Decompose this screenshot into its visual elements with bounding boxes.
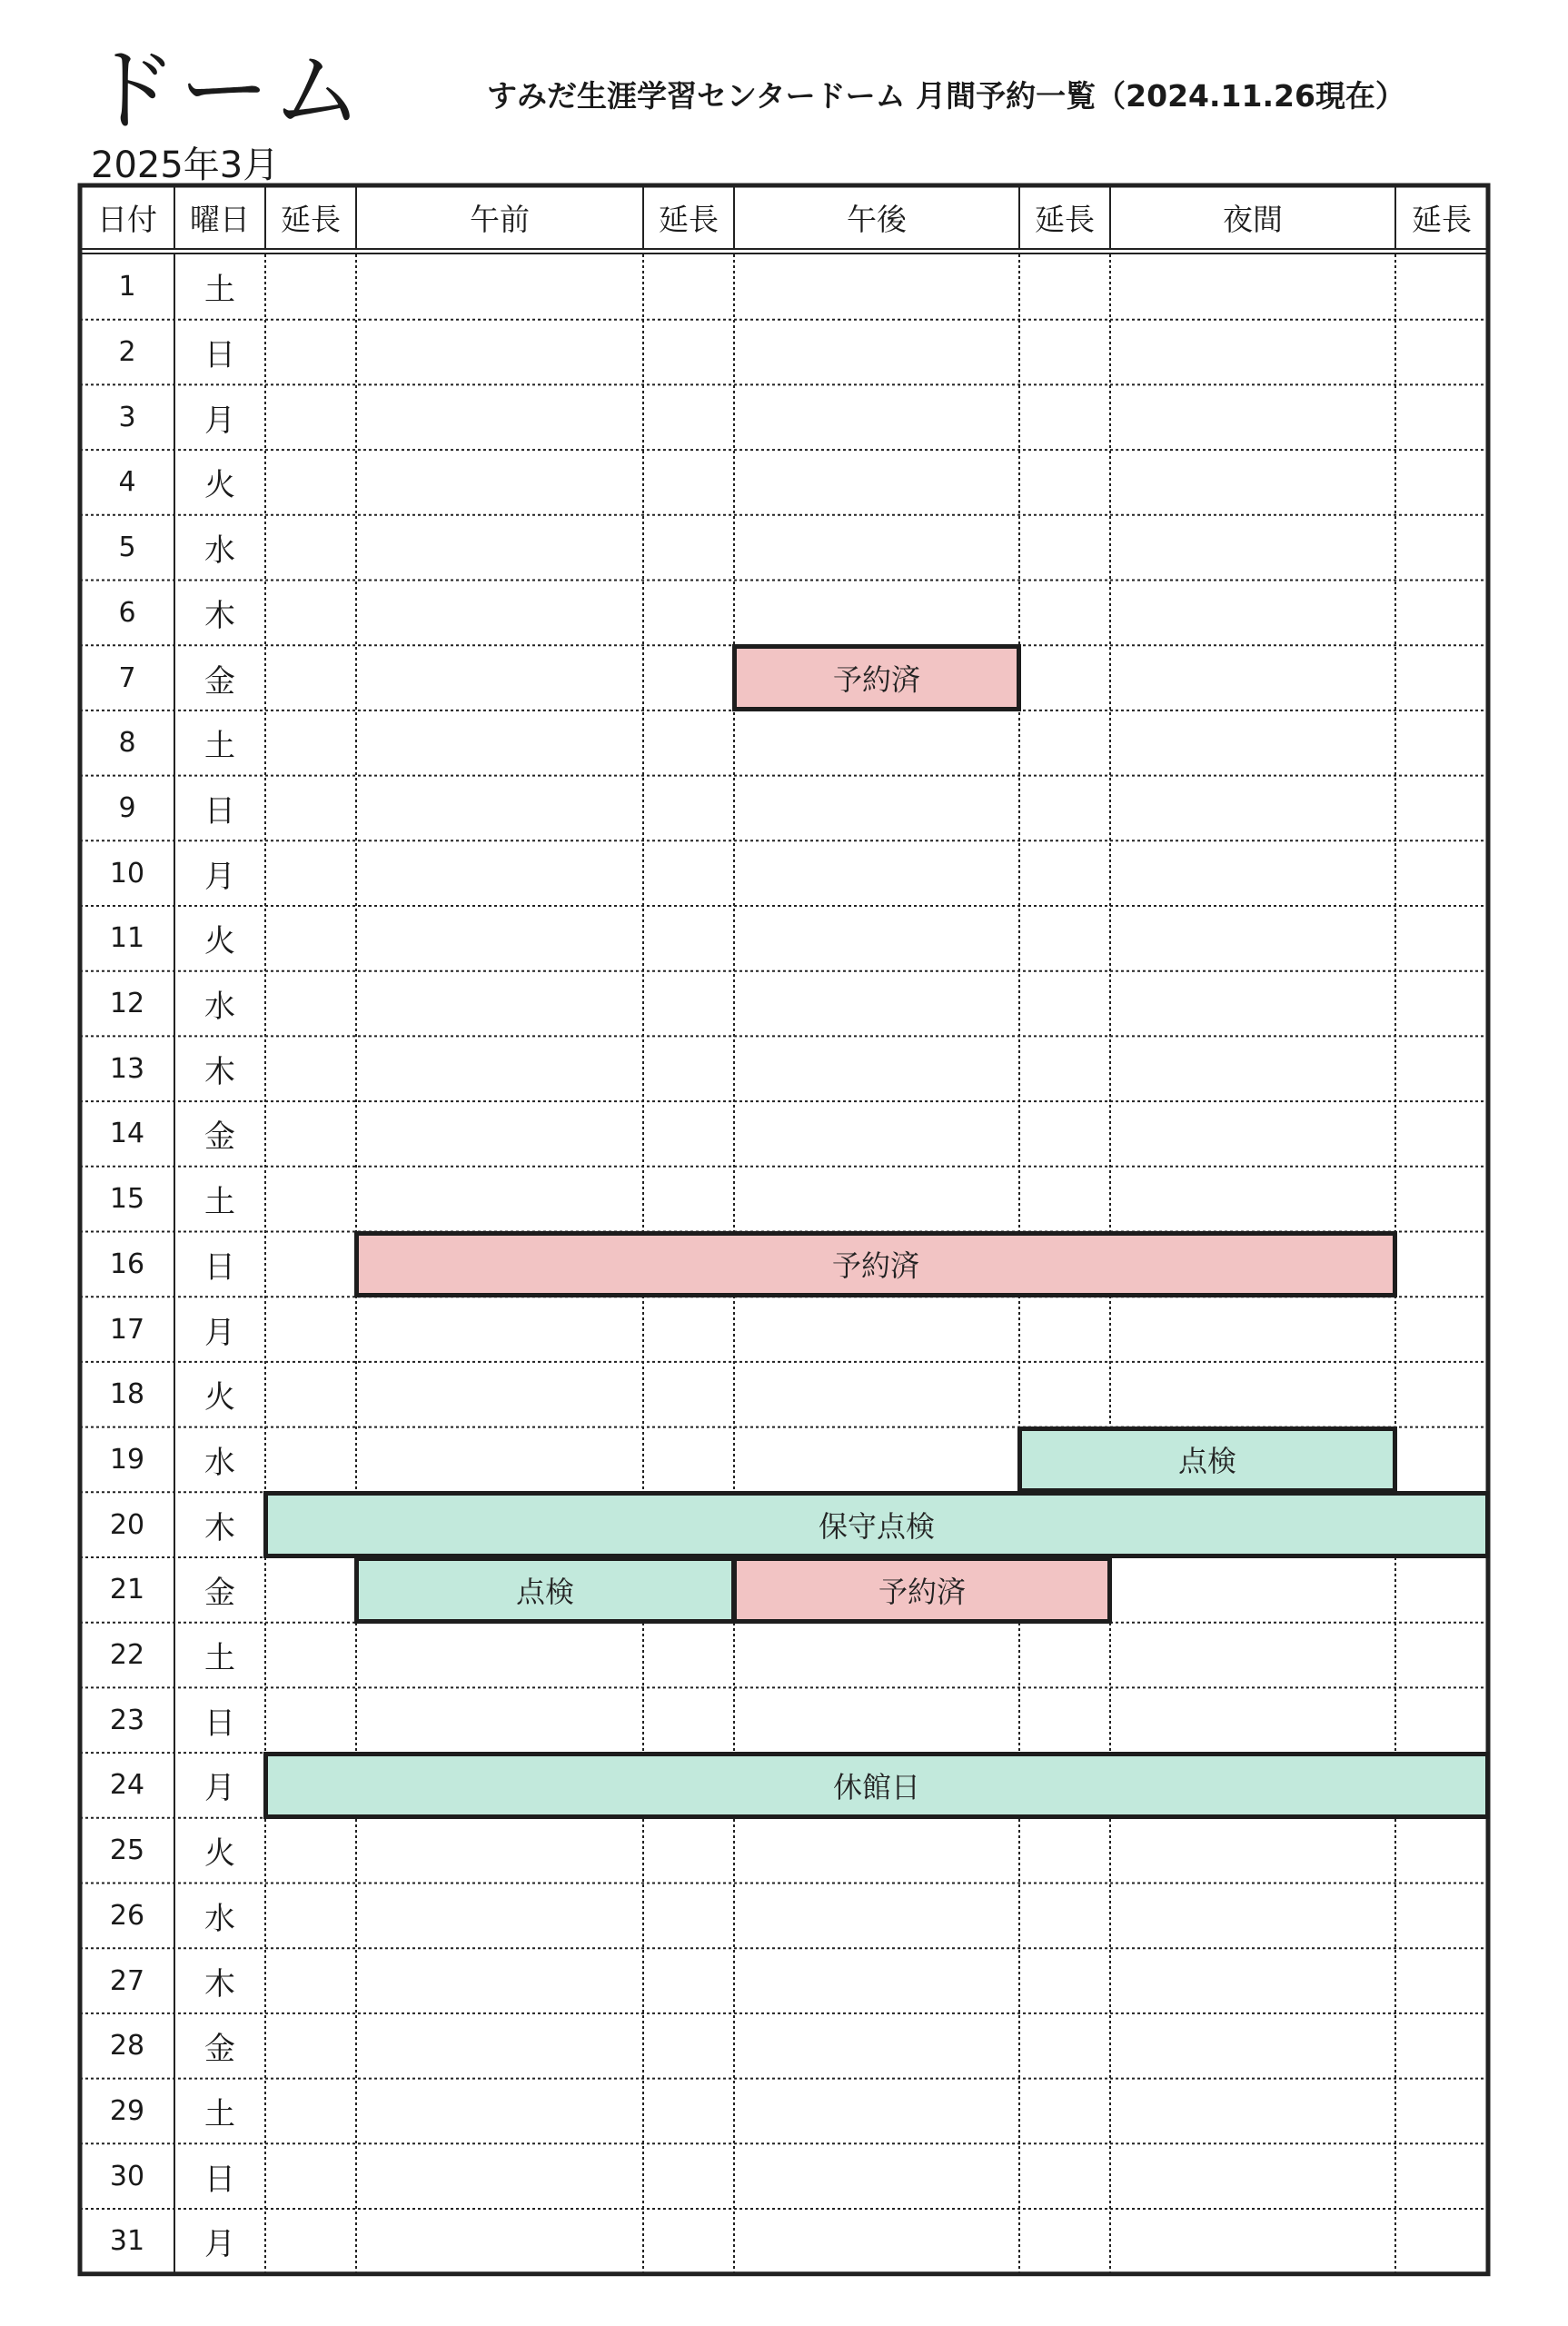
weekday-cell: 木 [204, 597, 235, 634]
date-cell: 7 [118, 661, 136, 694]
booking-block: 点検 [1017, 1426, 1397, 1494]
date-cell: 25 [109, 1834, 145, 1867]
date-cell: 22 [109, 1639, 145, 1672]
weekday-cell: 火 [204, 923, 235, 960]
document-subtitle: すみだ生涯学習センタードーム 月間予約一覧（2024.11.26現在） [487, 78, 1405, 114]
date-cell: 30 [109, 2160, 145, 2192]
weekday-cell: 日 [204, 337, 235, 374]
column-header: 日付 [97, 201, 157, 237]
weekday-cell: 水 [204, 989, 235, 1026]
weekday-cell: 木 [204, 1053, 235, 1090]
weekday-cell: 金 [204, 2031, 235, 2068]
page-title: ドーム [86, 37, 364, 144]
weekday-cell: 木 [204, 1965, 235, 2003]
booking-block: 点検 [354, 1556, 736, 1624]
weekday-cell: 月 [204, 2226, 235, 2263]
date-cell: 24 [109, 1769, 145, 1802]
weekday-cell: 月 [204, 1314, 235, 1351]
date-cell: 10 [109, 857, 145, 890]
date-cell: 19 [109, 1443, 145, 1476]
date-cell: 29 [109, 2094, 145, 2127]
column-header: 午後 [847, 201, 907, 237]
weekday-cell: 火 [204, 1379, 235, 1416]
weekday-cell: 金 [204, 1575, 235, 1612]
weekday-cell: 土 [204, 272, 235, 309]
date-cell: 28 [109, 2030, 145, 2063]
date-cell: 4 [118, 466, 136, 499]
weekday-cell: 火 [204, 467, 235, 504]
column-header: 夜間 [1223, 201, 1283, 237]
date-cell: 8 [118, 727, 136, 760]
month-label: 2025年3月 [91, 144, 280, 186]
date-cell: 5 [118, 532, 136, 564]
column-header: 延長 [1035, 201, 1095, 237]
weekday-cell: 金 [204, 1118, 235, 1156]
weekday-cell: 水 [204, 1444, 235, 1481]
weekday-cell: 水 [204, 1900, 235, 1937]
column-header: 曜日 [190, 201, 250, 237]
weekday-cell: 火 [204, 1835, 235, 1873]
weekday-cell: 水 [204, 532, 235, 570]
booking-block: 休館日 [263, 1752, 1490, 1819]
date-cell: 15 [109, 1183, 145, 1216]
date-cell: 2 [118, 336, 136, 369]
booking-block: 保守点検 [263, 1491, 1490, 1558]
weekday-cell: 土 [204, 728, 235, 765]
date-cell: 12 [109, 988, 145, 1020]
weekday-cell: 日 [204, 2161, 235, 2198]
date-cell: 3 [118, 401, 136, 433]
table-frame [80, 185, 1488, 2274]
weekday-cell: 土 [204, 1640, 235, 1677]
date-cell: 6 [118, 596, 136, 629]
weekday-cell: 土 [204, 1184, 235, 1221]
date-cell: 31 [109, 2225, 145, 2258]
date-cell: 11 [109, 922, 145, 955]
date-cell: 23 [109, 1704, 145, 1736]
date-cell: 9 [118, 791, 136, 824]
date-cell: 26 [109, 1899, 145, 1932]
date-cell: 17 [109, 1313, 145, 1346]
weekday-cell: 金 [204, 662, 235, 700]
weekday-cell: 月 [204, 858, 235, 895]
booking-block: 予約済 [732, 644, 1021, 711]
booking-block: 予約済 [732, 1556, 1112, 1624]
date-cell: 27 [109, 1964, 145, 1997]
column-header: 延長 [1412, 201, 1472, 237]
date-cell: 13 [109, 1052, 145, 1085]
date-cell: 16 [109, 1247, 145, 1280]
column-header: 午前 [470, 201, 530, 237]
column-header: 延長 [659, 201, 719, 237]
weekday-cell: 月 [204, 1770, 235, 1807]
date-cell: 18 [109, 1378, 145, 1411]
column-header: 延長 [281, 201, 341, 237]
weekday-cell: 日 [204, 792, 235, 830]
weekday-cell: 木 [204, 1509, 235, 1546]
booking-block: 予約済 [354, 1231, 1397, 1298]
weekday-cell: 日 [204, 1705, 235, 1742]
date-cell: 20 [109, 1508, 145, 1541]
date-cell: 21 [109, 1574, 145, 1606]
date-cell: 14 [109, 1118, 145, 1150]
weekday-cell: 土 [204, 2095, 235, 2132]
date-cell: 1 [118, 271, 136, 303]
weekday-cell: 日 [204, 1248, 235, 1286]
weekday-cell: 月 [204, 402, 235, 439]
